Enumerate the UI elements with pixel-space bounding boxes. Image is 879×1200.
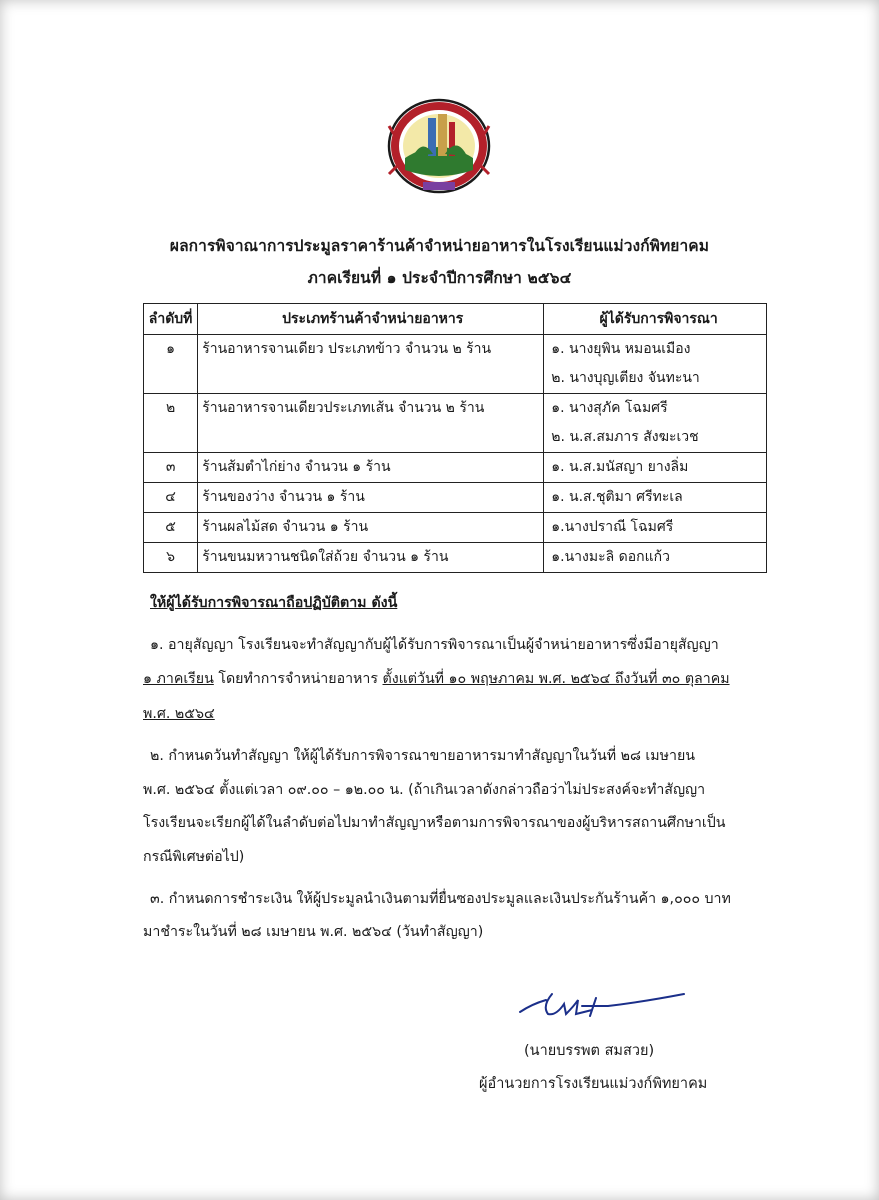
item3-line2: มาชำระในวันที่ ๒๘ เมษายน พ.ศ. ๒๕๖๔ (วันทำสัญญา) [143, 924, 484, 940]
recipient-name: ๒. น.ส.สมภาร สังฆะเวช [551, 429, 699, 445]
item2-line2: พ.ศ. ๒๕๖๔ ตั้งแต่เวลา ๐๙.๐๐ – ๑๒.๐๐ น. (ถ้าเกินเวลาดังกล่าวถือว่าไม่ประสงค์จะทำสัญญา [143, 782, 706, 798]
table-row [144, 543, 767, 573]
item3-line1: ๓. กำหนดการชำระเงิน ให้ผู้ประมูลนำเงินตามที่ยื่นซองประมูลและเงินประกันร้านค้า ๑,๐๐๐ บาท [150, 891, 731, 907]
table-row [144, 335, 767, 394]
header-shop-type: ประเภทร้านค้าจำหน่ายอาหาร [198, 304, 544, 335]
director-signature [512, 986, 692, 1026]
recipient-name: ๑.นางปราณี โฉมศรี [551, 519, 674, 535]
table-row [144, 513, 767, 543]
school-emblem-logo [383, 96, 495, 196]
item1-line2-middle: โดยทำการจำหน่ายอาหาร [213, 671, 383, 687]
header-recipient: ผู้ได้รับการพิจารณา [544, 304, 767, 335]
shop-type: ร้านอาหารจานเดียวประเภทเส้น จำนวน ๒ ร้าน [202, 400, 485, 416]
shop-results-table [143, 303, 767, 573]
instructions-heading: ให้ผู้ได้รับการพิจารณาถือปฏิบัติตาม ดังนี้ [150, 595, 398, 611]
shop-type: ร้านของว่าง จำนวน ๑ ร้าน [202, 489, 365, 505]
shop-type: ร้านขนมหวานชนิดใส่ถ้วย จำนวน ๑ ร้าน [202, 549, 449, 565]
recipient-name: ๑. น.ส.มนัสญา ยางลิ่ม [551, 459, 689, 475]
table-row [144, 453, 767, 483]
shop-type: ร้านผลไม้สด จำนวน ๑ ร้าน [202, 519, 369, 535]
table-row [144, 394, 767, 453]
recipient-name: ๑. นางสุภัค โฉมศรี [551, 400, 668, 416]
signer-name: (นายบรรพต สมสวย) [524, 1043, 655, 1059]
row-number: ๓ [165, 459, 176, 475]
item2-line4: กรณีพิเศษต่อไป) [143, 849, 245, 865]
item1-term-underlined: ๑ ภาคเรียน [143, 671, 214, 687]
recipient-name: ๑. นางยุพิน หมอนเมือง [551, 341, 691, 357]
item1-line3: พ.ศ. ๒๕๖๔ [143, 706, 215, 722]
shop-type: ร้านส้มตำไก่ย่าง จำนวน ๑ ร้าน [202, 459, 391, 475]
row-number: ๑ [166, 341, 176, 357]
table-row [144, 483, 767, 513]
row-number: ๕ [165, 519, 176, 535]
signer-position: ผู้อำนวยการโรงเรียนแม่วงก์พิทยาคม [479, 1076, 708, 1092]
item2-line3: โรงเรียนจะเรียกผู้ได้ในลำดับต่อไปมาทำสัญญาหรือตามการพิจารณาของผู้บริหารสถานศึกษาเป็น [143, 815, 726, 831]
row-number: ๔ [165, 489, 176, 505]
document-title: ผลการพิจาณาการประมูลราคาร้านค้าจำหน่ายอาหารในโรงเรียนแม่วงก์พิทยาคม [169, 237, 710, 255]
recipient-name: ๑.นางมะลิ ดอกแก้ว [551, 549, 670, 565]
item1-date-range-underlined: ตั้งแต่วันที่ ๑๐ พฤษภาคม พ.ศ. ๒๕๖๔ ถึงวันที่ ๓๐ ตุลาคม [382, 671, 730, 687]
row-number: ๒ [165, 400, 176, 416]
header-order: ลำดับที่ [144, 304, 198, 335]
item2-line1: ๒. กำหนดวันทำสัญญา ให้ผู้ได้รับการพิจารณาขายอาหารมาทำสัญญาในวันที่ ๒๘ เมษายน [150, 748, 695, 764]
recipient-name: ๒. นางบุญเตียง จันทะนา [551, 370, 700, 386]
document-subtitle: ภาคเรียนที่ ๑ ประจำปีการศึกษา ๒๕๖๔ [307, 269, 572, 287]
item1-line2 [143, 668, 730, 690]
item1-line1: ๑. อายุสัญญา โรงเรียนจะทำสัญญากับผู้ได้รับการพิจารณาเป็นผู้จำหน่ายอาหารซึ่งมีอายุสัญญา [150, 637, 719, 653]
shop-type: ร้านอาหารจานเดียว ประเภทข้าว จำนวน ๒ ร้าน [202, 341, 492, 357]
recipient-name: ๑. น.ส.ชุติมา ศรีทะเล [551, 489, 683, 505]
row-number: ๖ [166, 549, 176, 565]
table-header-row [144, 304, 767, 335]
